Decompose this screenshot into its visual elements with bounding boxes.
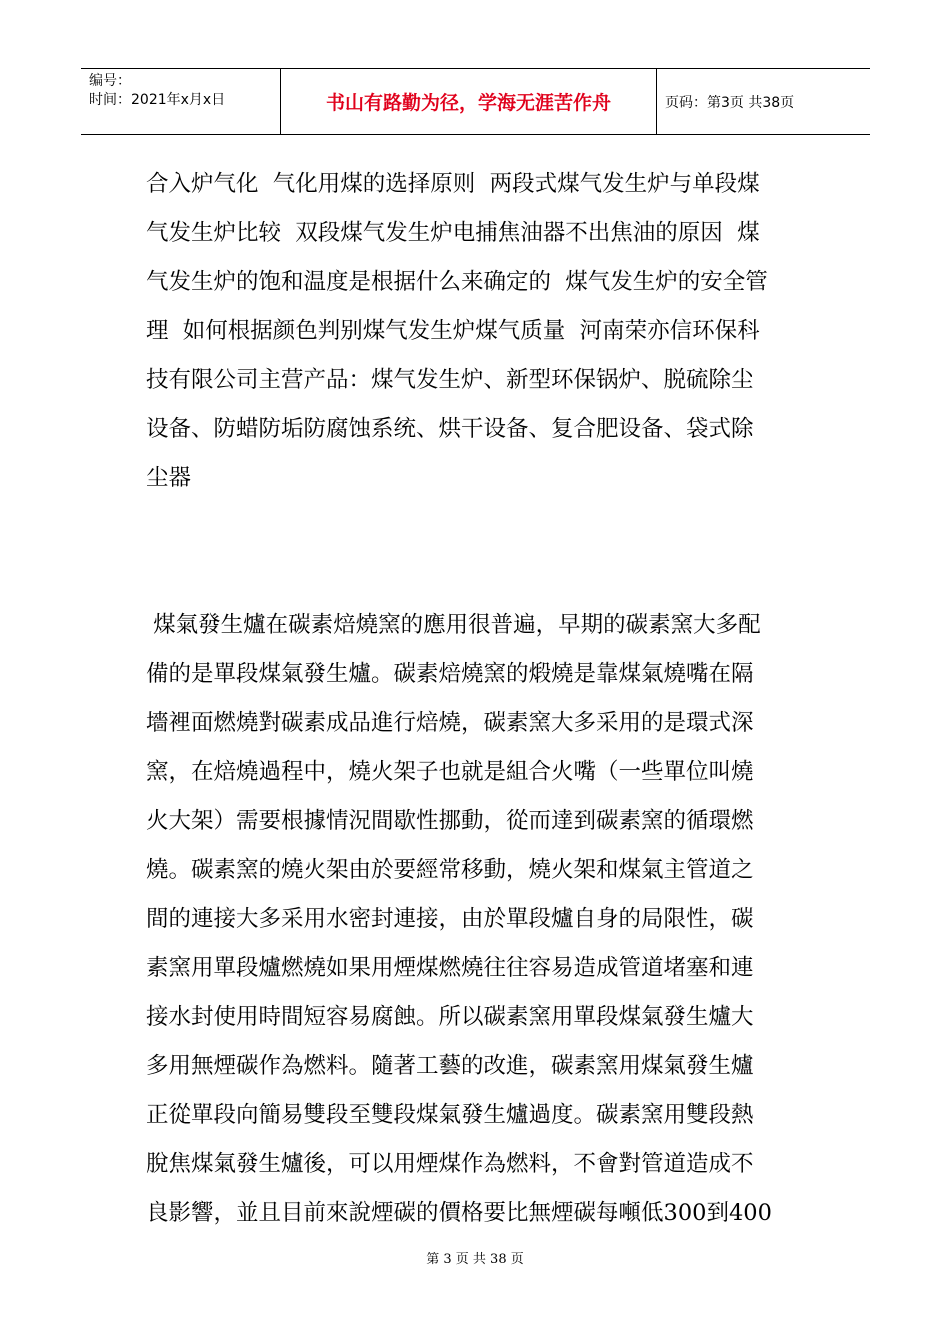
paragraph-carbon-kiln-line: 煤氣發生爐在碳素焙燒窯的應用很普遍，早期的碳素窯大多配	[146, 612, 761, 638]
serial-label: 编号：	[89, 73, 131, 89]
paragraph-keywords-line: 气发生炉比较 双段煤气发生炉电捕焦油器不出焦油的原因 煤	[146, 220, 760, 246]
header-motto: 书山有路勤为径，学海无涯苦作舟	[281, 69, 657, 134]
page-header	[81, 68, 870, 135]
paragraph-carbon-kiln-line: 多用無煙碳作為燃料。隨著工藝的改進，碳素窯用煤氣發生爐	[146, 1053, 754, 1079]
paragraph-keywords-line: 设备、防蜡防垢防腐蚀系统、烘干设备、复合肥设备、袋式除	[146, 416, 754, 442]
paragraph-carbon-kiln-line: 接水封使用時間短容易腐蝕。所以碳素窯用單段煤氣發生爐大	[146, 1004, 754, 1030]
time-label: 时间：2021年x月x日	[89, 92, 226, 108]
paragraph-carbon-kiln-line: 窯，在焙燒過程中，燒火架子也就是組合火嘴（一些單位叫燒	[146, 759, 754, 785]
paragraph-carbon-kiln-line: 備的是單段煤氣發生爐。碳素焙燒窯的煅燒是靠煤氣燒嘴在隔	[146, 661, 754, 687]
paragraph-spacer	[146, 503, 806, 601]
document-body	[146, 160, 806, 1238]
paragraph-keywords	[146, 160, 806, 503]
paragraph-carbon-kiln	[146, 601, 806, 1238]
paragraph-keywords-line: 尘器	[146, 465, 192, 491]
paragraph-carbon-kiln-line: 脫焦煤氣發生爐後，可以用煙煤作為燃料，不會對管道造成不	[146, 1151, 754, 1177]
paragraph-carbon-kiln-line: 燒。碳素窯的燒火架由於要經常移動，燒火架和煤氣主管道之	[146, 857, 754, 883]
paragraph-carbon-kiln-line: 正從單段向簡易雙段至雙段煤氣發生爐過度。碳素窯用雙段熱	[146, 1102, 754, 1128]
paragraph-carbon-kiln-line: 墻裡面燃燒對碳素成品進行焙燒，碳素窯大多采用的是環式深	[146, 710, 754, 736]
paragraph-keywords-line: 气发生炉的饱和温度是根据什么来确定的 煤气发生炉的安全管	[146, 269, 768, 295]
paragraph-carbon-kiln-line: 素窯用單段爐燃燒如果用煙煤燃燒往往容易造成管道堵塞和連	[146, 955, 754, 981]
paragraph-carbon-kiln-line: 火大架）需要根據情況間歇性挪動，從而達到碳素窯的循環燃	[146, 808, 754, 834]
paragraph-keywords-line: 理 如何根据颜色判别煤气发生炉煤气质量 河南荣亦信环保科	[146, 318, 760, 344]
paragraph-carbon-kiln-line: 良影響，並且目前來說煙碳的價格要比無煙碳每噸低300到400	[146, 1200, 772, 1226]
paragraph-carbon-kiln-line: 間的連接大多采用水密封連接，由於單段爐自身的局限性，碳	[146, 906, 754, 932]
page-footer: 第 3 页 共 38 页	[426, 1252, 524, 1267]
header-meta	[81, 69, 281, 134]
header-page-info: 页码：第3页 共38页	[665, 94, 795, 111]
paragraph-keywords-line: 合入炉气化 气化用煤的选择原则 两段式煤气发生炉与单段煤	[146, 171, 760, 197]
paragraph-keywords-line: 技有限公司主营产品：煤气发生炉、新型环保锅炉、脱硫除尘	[146, 367, 754, 393]
